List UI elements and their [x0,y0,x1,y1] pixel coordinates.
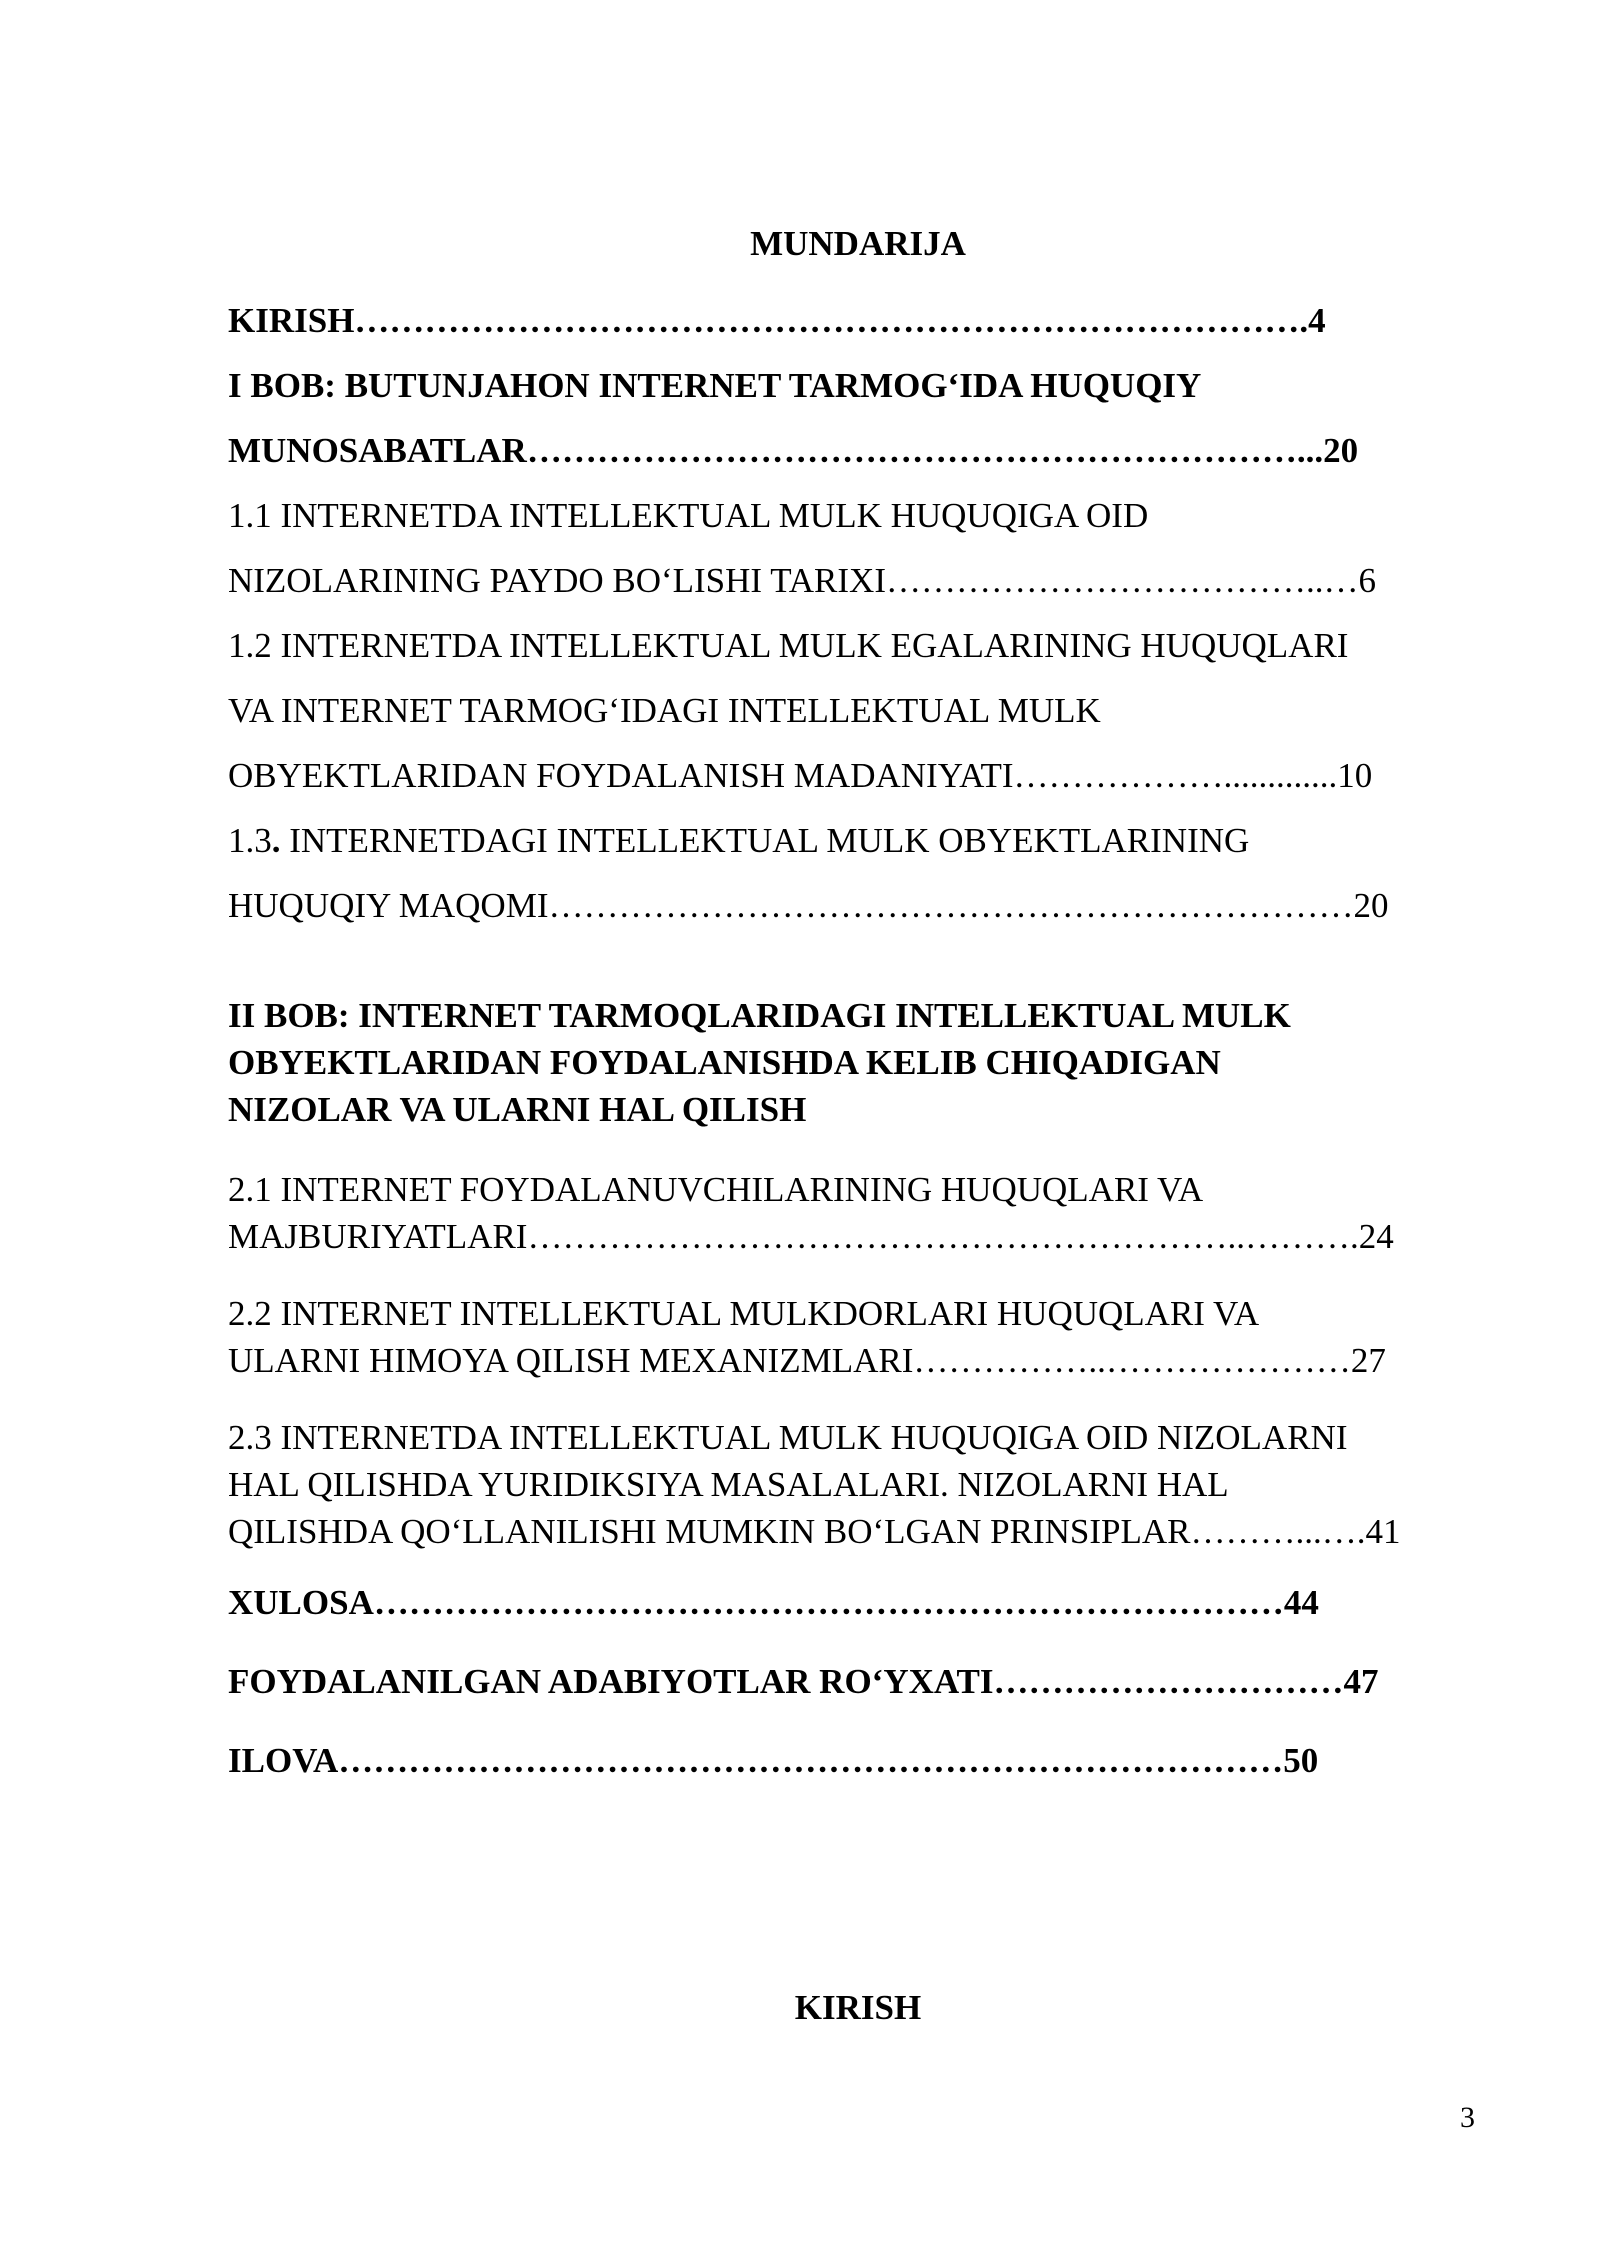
toc-entry-1-2-line1: 1.2 INTERNETDA INTELLEKTUAL MULK EGALARINING HUQUQLARI [228,626,1349,665]
toc-entry-1-2-line3: OBYEKTLARIDAN FOYDALANISH MADANIYATI……………….............10 [228,756,1373,795]
toc-entry-ilova: ILOVA………………………………………………………………………50 [228,1741,1319,1780]
toc-entry-2-3-line2: HAL QILISHDA YURIDIKSIYA MASALALARI. NIZOLARNI HAL [228,1465,1229,1504]
toc-entry-bob2-line2: OBYEKTLARIDAN FOYDALANISHDA KELIB CHIQADIGAN [228,1043,1221,1082]
toc-entry-1-2-line2: VA INTERNET TARMOG‘IDAGI INTELLEKTUAL MULK [228,691,1101,730]
toc-entry-kirish: KIRISH……………………………………………………………………….4 [228,301,1326,340]
page-number: 3 [1460,2101,1475,2134]
table-of-contents [228,288,1484,1800]
section-title: INTERNETDAGI INTELLEKTUAL MULK OBYEKTLARINING [280,821,1250,860]
toc-entry-adabiyotlar: FOYDALANILGAN ADABIYOTLAR RO‘YXATI…………………………47 [228,1662,1379,1701]
toc-entry-bob2-line1: II BOB: INTERNET TARMOQLARIDAGI INTELLEKTUAL MULK [228,996,1291,1035]
section-number-dot: . [271,821,281,860]
toc-entry-1-3-line2: HUQUQIY MAQOMI……………………………………………………………20 [228,886,1389,925]
toc-entry-bob1-line2: MUNOSABATLAR…………………………………………………………...20 [228,431,1359,470]
toc-heading: MUNDARIJA [750,224,966,263]
toc-entry-xulosa: XULOSA……………………………………………………………………44 [228,1583,1319,1622]
toc-entry-1-3-line1 [228,808,1484,873]
toc-entry-1-1-line2: NIZOLARINING PAYDO BO‘LISHI TARIXI………………………………..…6 [228,561,1376,600]
section-number: 1.3 [228,821,272,860]
toc-entry-2-1-line1: 2.1 INTERNET FOYDALANUVCHILARINING HUQUQLARI VA [228,1170,1204,1209]
toc-entry-1-1-line1: 1.1 INTERNETDA INTELLEKTUAL MULK HUQUQIGA OID [228,496,1149,535]
toc-entry-bob2-line3: NIZOLAR VA ULARNI HAL QILISH [228,1090,807,1129]
toc-entry-2-1-line2: MAJBURIYATLARI……………………………………………………..……….24 [228,1217,1394,1256]
toc-entry-bob1-line1: I BOB: BUTUNJAHON INTERNET TARMOG‘IDA HUQUQIY [228,366,1202,405]
toc-entry-2-3-line3: QILISHDA QO‘LLANILISHI MUMKIN BO‘LGAN PRINSIPLAR………...….41 [228,1512,1401,1551]
intro-heading: KIRISH [794,1988,922,2027]
toc-entry-2-3-line1: 2.3 INTERNETDA INTELLEKTUAL MULK HUQUQIGA OID NIZOLARNI [228,1418,1348,1457]
toc-entry-2-2-line1: 2.2 INTERNET INTELLEKTUAL MULKDORLARI HUQUQLARI VA [228,1294,1260,1333]
toc-entry-2-2-line2: ULARNI HIMOYA QILISH MEXANIZMLARI……………..…………………27 [228,1341,1386,1380]
